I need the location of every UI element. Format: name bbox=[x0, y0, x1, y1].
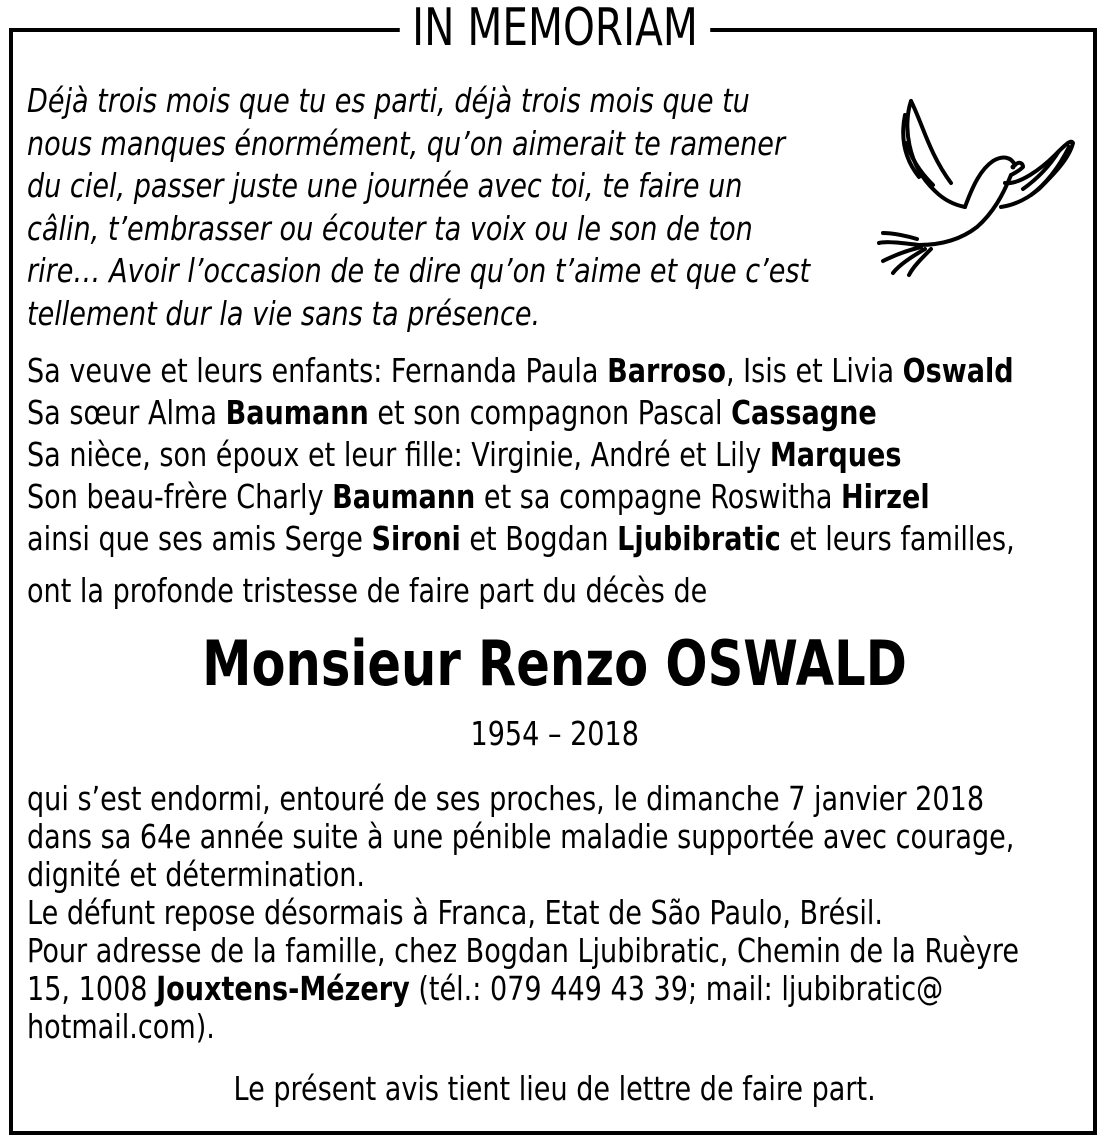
deceased-name bbox=[0, 628, 1110, 700]
family-text: , Isis et Livia bbox=[725, 351, 903, 390]
family-text: Sa sœur Alma bbox=[27, 393, 226, 432]
dove-icon bbox=[873, 95, 1079, 278]
family-text: Sa nièce, son époux et leur fille: Virginie, André et Lily bbox=[27, 435, 770, 474]
family-surname: Marques bbox=[769, 435, 902, 474]
intro-line: rire… Avoir l’occasion de te dire qu’on t’aime et que c’est bbox=[27, 251, 811, 290]
family-text: et sa compagne Roswitha bbox=[475, 477, 842, 516]
family-surname: Oswald bbox=[902, 351, 1014, 390]
details-line: Pour adresse de la famille, chez Bogdan Ljubibratic, Chemin de la Ruèyre bbox=[27, 931, 1020, 970]
family-line bbox=[27, 350, 1015, 392]
details-line: Le défunt repose désormais à Franca, Etat de São Paulo, Brésil. bbox=[27, 893, 884, 932]
family-surname: Sironi bbox=[371, 519, 461, 558]
family-line bbox=[27, 392, 1015, 434]
notice-heading: IN MEMORIAM bbox=[400, 0, 710, 56]
intro-poem bbox=[27, 80, 810, 335]
family-text: ainsi que ses amis Serge bbox=[27, 519, 372, 558]
family-text: Son beau-frère Charly bbox=[27, 477, 333, 516]
family-line bbox=[27, 434, 1015, 476]
family-surname: Hirzel bbox=[841, 477, 930, 516]
family-surname: Ljubibratic bbox=[617, 519, 781, 558]
family-list bbox=[27, 350, 1015, 560]
family-surname: Baumann bbox=[332, 477, 476, 516]
family-surname: Barroso bbox=[607, 351, 726, 390]
details-line: hotmail.com). bbox=[27, 1007, 215, 1046]
deceased-name-text: Monsieur Renzo OSWALD bbox=[202, 627, 908, 700]
family-text: et son compagnon Pascal bbox=[368, 393, 732, 432]
intro-line: du ciel, passer juste une journée avec toi, te faire un bbox=[27, 166, 743, 205]
details-text bbox=[27, 780, 1019, 1046]
intro-line: Déjà trois mois que tu es parti, déjà trois mois que tu bbox=[27, 81, 750, 120]
details-locality: Jouxtens-Mézery bbox=[156, 969, 410, 1008]
details-line bbox=[27, 970, 1019, 1008]
details-line: dans sa 64e année suite à une pénible maladie supportée avec courage, bbox=[27, 817, 1015, 856]
closing-note-text: Le présent avis tient lieu de lettre de faire part. bbox=[233, 1069, 877, 1108]
details-text: 15, 1008 bbox=[27, 969, 157, 1008]
family-line bbox=[27, 476, 1015, 518]
details-line: qui s’est endormi, entouré de ses proches, le dimanche 7 janvier 2018 bbox=[27, 779, 985, 818]
life-dates bbox=[0, 713, 1110, 755]
family-surname: Cassagne bbox=[731, 393, 877, 432]
family-surname: Baumann bbox=[225, 393, 369, 432]
life-dates-text: 1954 – 2018 bbox=[470, 714, 640, 753]
family-text: et leurs familles, bbox=[780, 519, 1015, 558]
family-text: Sa veuve et leurs enfants: Fernanda Paula bbox=[27, 351, 608, 390]
intro-line: nous manques énormément, qu’on aimerait te ramener bbox=[27, 123, 786, 163]
details-text: (tél.: 079 449 43 39; mail: ljubibratic@ bbox=[409, 969, 944, 1008]
intro-line: câlin, t’embrasser ou écouter ta voix ou le son de ton bbox=[27, 208, 753, 248]
family-text: et Bogdan bbox=[460, 519, 618, 558]
details-line: dignité et détermination. bbox=[27, 855, 366, 894]
announcement-text: ont la profonde tristesse de faire part du décès de bbox=[27, 571, 708, 610]
intro-line: tellement dur la vie sans ta présence. bbox=[27, 293, 541, 333]
closing-note bbox=[0, 1069, 1110, 1109]
family-line bbox=[27, 518, 1015, 560]
